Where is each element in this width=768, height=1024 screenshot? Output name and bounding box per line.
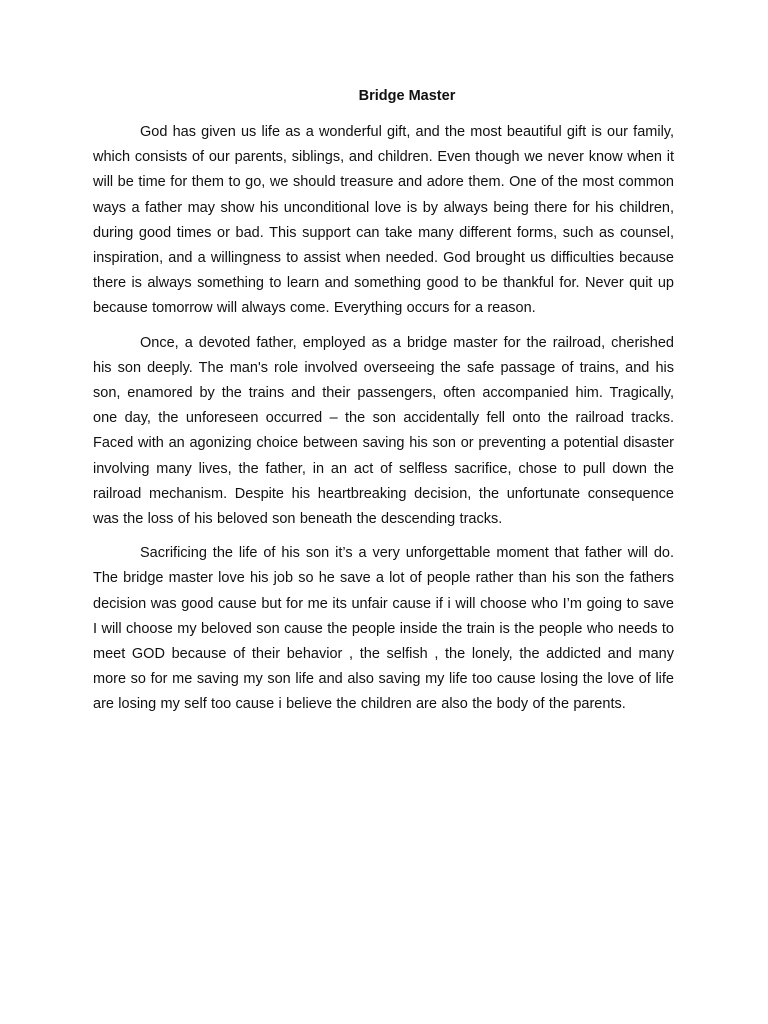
document-body	[93, 120, 674, 727]
paragraph-1: God has given us life as a wonderful gift, and the most beautiful gift is our family, which consists of our parents, siblings, and children. Even though we never know when it will be time for them to go, we should treasure and adore them. One of the most common ways a father may show his unconditional love is by always being there for his children, during good times or bad. This support can take many different forms, such as counsel, inspiration, and a willingness to assist when needed. God brought us difficulties because there is always something to learn and something good to be thankful for. Never quit up because tomorrow will always come. Everything occurs for a reason.	[93, 124, 674, 317]
paragraph-2: Once, a devoted father, employed as a bridge master for the railroad, cherished his son deeply. The man's role involved overseeing the safe passage of trains, and his son, enamored by the trains and their passengers, often accompanied him. Tragically, one day, the unforeseen occurred – the son accidentally fell onto the railroad tracks. Faced with an agonizing choice between saving his son or preventing a potential disaster involving many lives, the father, in an act of selfless sacrifice, chose to pull down the railroad mechanism. Despite his heartbreaking decision, the unfortunate consequence was the loss of his beloved son beneath the descending tracks.	[93, 334, 674, 528]
paragraph-3: Sacrificing the life of his son it’s a very unforgettable moment that father will do. The bridge master love his job so he save a lot of people rather than his son the fathers decision was good cause but for me its unfair cause if i will choose who I’m going to save I will choose my beloved son cause the people inside the train is the people who needs to meet GOD because of their behavior , the selfish , the lonely, the addicted and many more so for me saving my son life and also saving my life too cause losing the love of life are losing my self too cause i believe the children are also the body of the parents.	[93, 545, 674, 713]
page-title: Bridge Master	[358, 88, 456, 104]
